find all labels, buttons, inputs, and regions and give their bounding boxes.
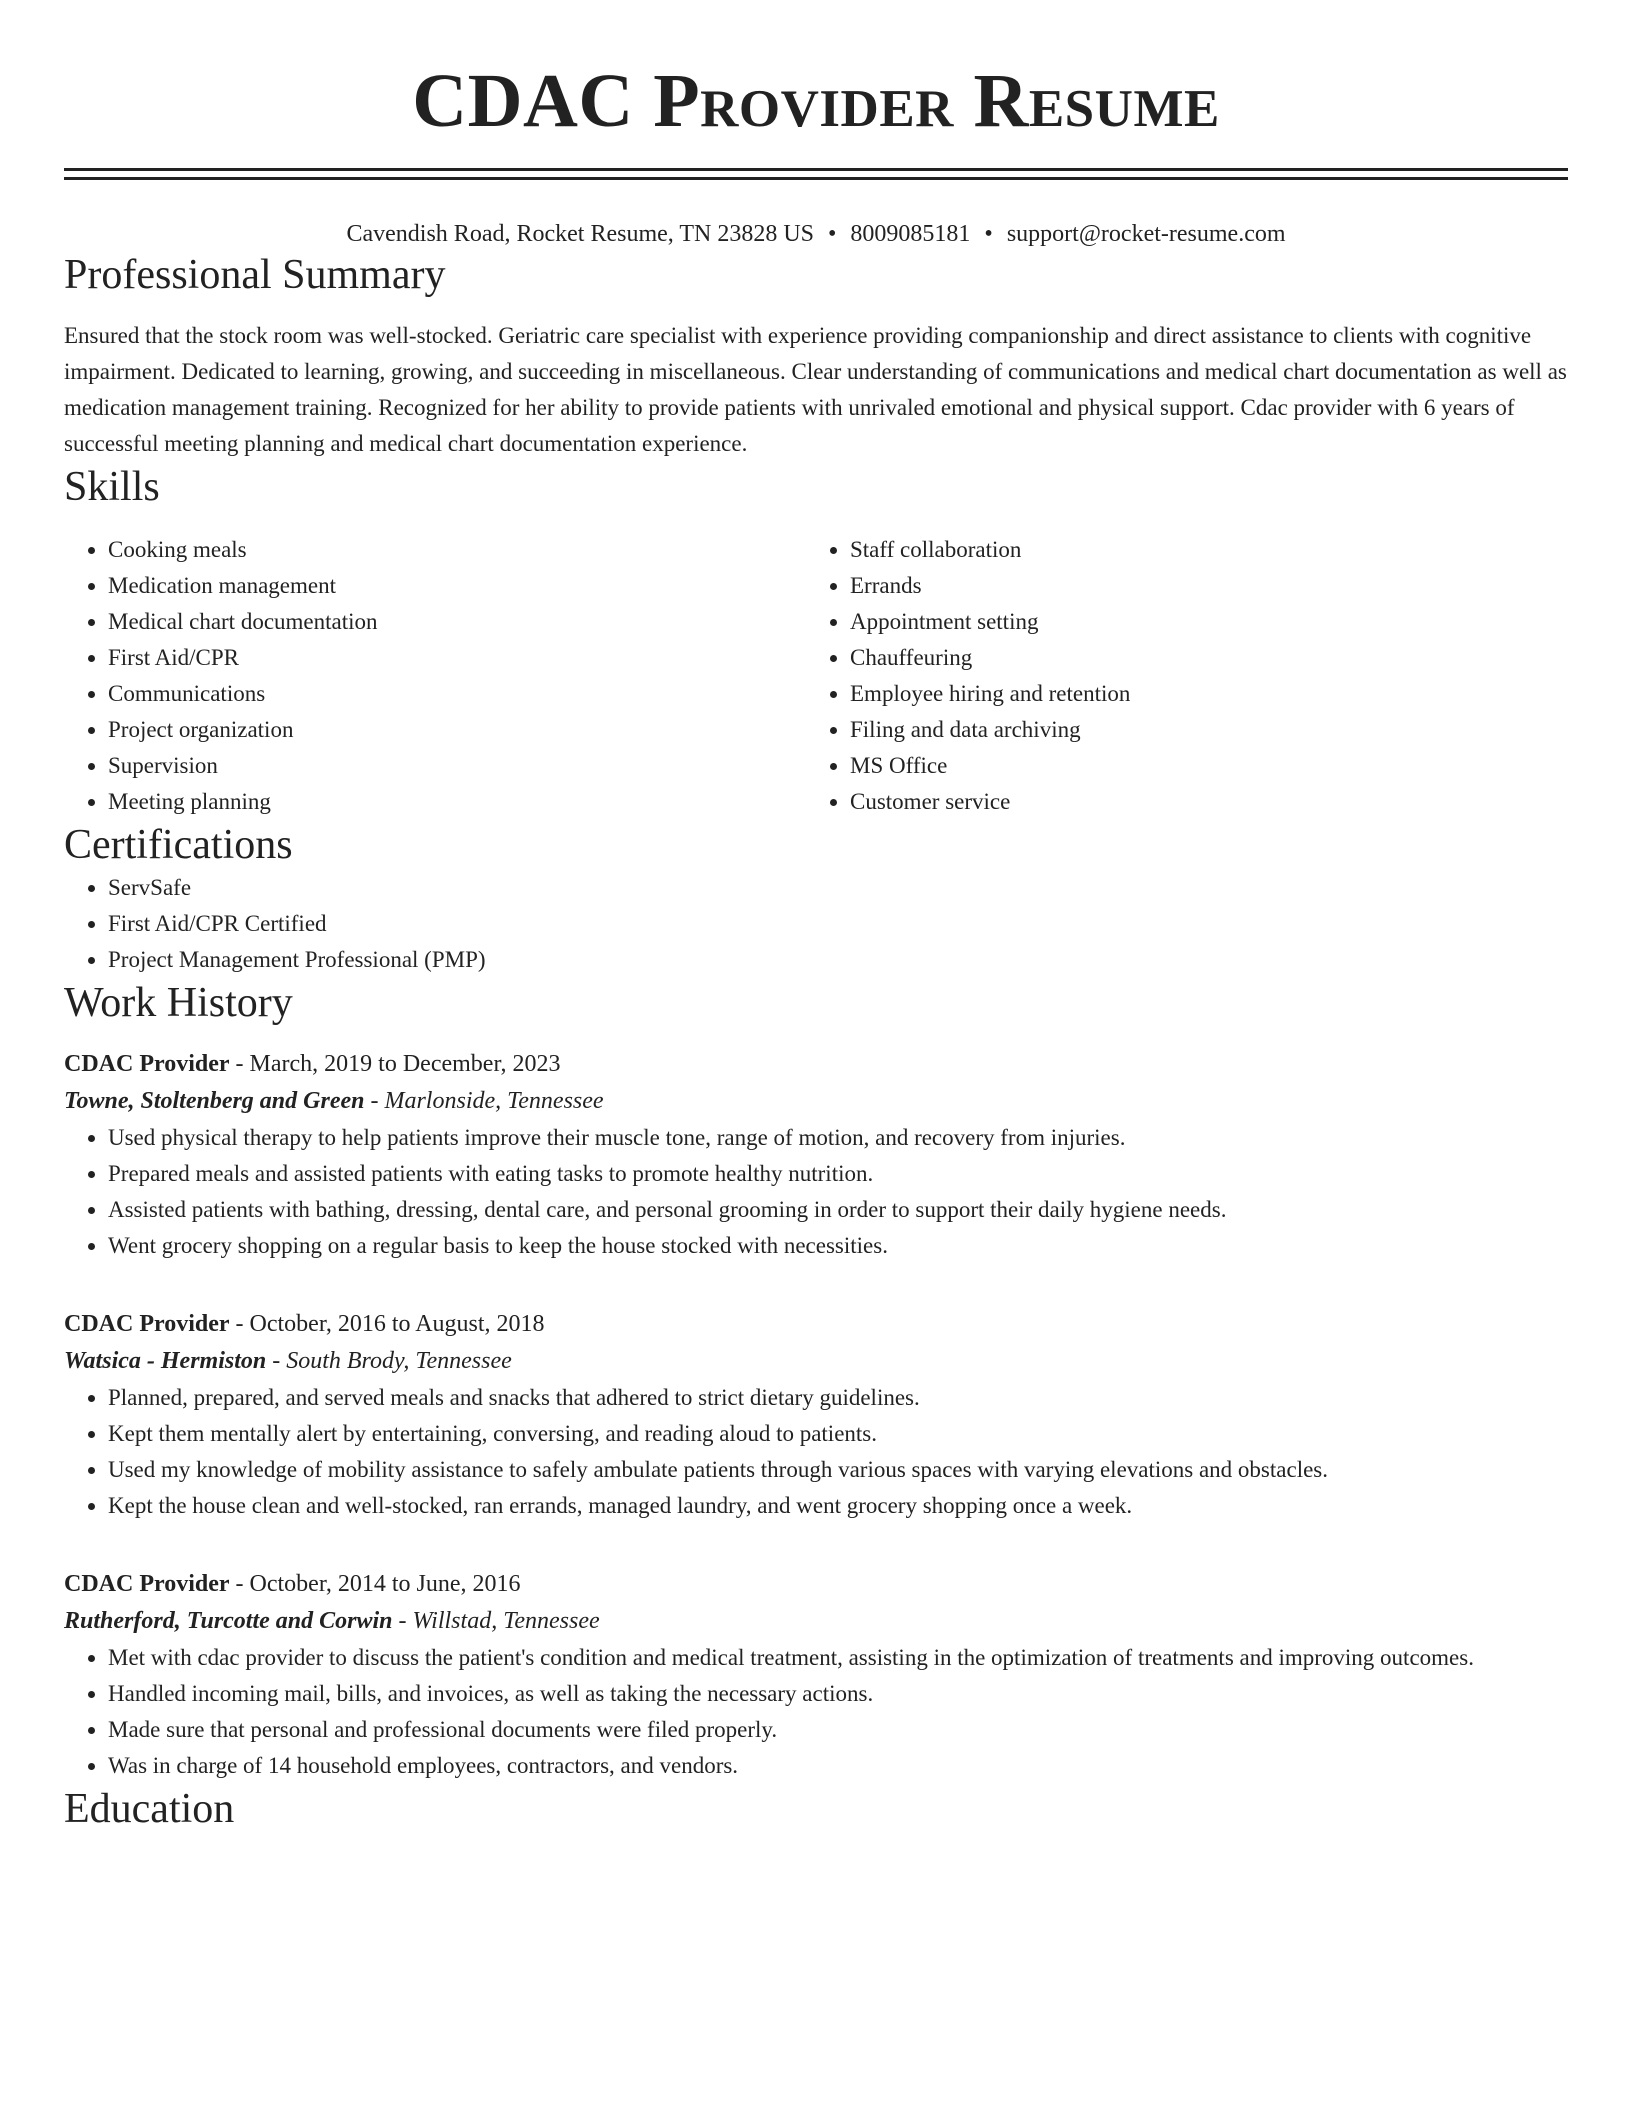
skills-column-left	[64, 532, 806, 820]
job-title-line	[64, 1566, 1568, 1602]
job-duty: • Met with cdac provider to discuss the patient's condition and medical treatment, assisting in the optimization of treatments and improving outcomes.	[108, 1640, 1568, 1676]
skills-section	[64, 462, 1568, 820]
skill-item: • Medication management	[108, 568, 806, 604]
job-entry	[64, 1306, 1568, 1524]
section-heading-education: Education	[64, 1786, 235, 1832]
contact-line	[64, 218, 1568, 250]
certifications-list	[64, 870, 1568, 978]
job-location: - South Brody, Tennessee	[266, 1348, 512, 1374]
contact-address: Cavendish Road, Rocket Resume, TN 23828 US	[346, 221, 815, 247]
job-duty: • Used my knowledge of mobility assistance to safely ambulate patients through various spaces with varying elevations and obstacles.	[108, 1452, 1568, 1488]
skill-item: • Staff collaboration	[850, 532, 1548, 568]
contact-separator: •	[984, 221, 993, 247]
job-duty: • Was in charge of 14 household employees, contractors, and vendors.	[108, 1748, 1568, 1784]
skill-item: • Errands	[850, 568, 1548, 604]
skill-item: • Chauffeuring	[850, 640, 1548, 676]
job-duty: • Prepared meals and assisted patients with eating tasks to promote healthy nutrition.	[108, 1156, 1568, 1192]
contact-separator: •	[828, 221, 837, 247]
job-location: - Marlonside, Tennessee	[364, 1088, 604, 1114]
section-heading-certifications: Certifications	[64, 822, 293, 868]
job-duty: • Planned, prepared, and served meals and snacks that adhered to strict dietary guidelines.	[108, 1380, 1568, 1416]
job-duty: • Went grocery shopping on a regular basis to keep the house stocked with necessities.	[108, 1228, 1568, 1264]
job-company-line	[64, 1342, 1568, 1380]
skill-item: • Meeting planning	[108, 784, 806, 820]
job-entry	[64, 1566, 1568, 1784]
certifications-section	[64, 820, 1568, 978]
skill-item: • First Aid/CPR	[108, 640, 806, 676]
skills-grid	[64, 532, 1568, 820]
professional-summary-section	[64, 250, 1568, 462]
job-dates: - October, 2014 to June, 2016	[229, 1571, 521, 1597]
section-heading-summary: Professional Summary	[64, 252, 446, 298]
summary-text: Ensured that the stock room was well-stocked. Geriatric care specialist with experience providing companionship and direct assistance to clients with cognitive impairment. Dedicated to learning, growing, and succeeding in miscellaneous. Clear understanding of communications and medical chart documentation as well as medication management training. Recognized for her ability to provide patients with unrivaled emotional and physical support. Cdac provider with 6 years of successful meeting planning and medical chart documentation experience.	[64, 323, 1567, 456]
skill-item: • Medical chart documentation	[108, 604, 806, 640]
job-title-line	[64, 1306, 1568, 1342]
job-duties-list	[64, 1120, 1568, 1264]
job-duty: • Made sure that personal and professional documents were filed properly.	[108, 1712, 1568, 1748]
job-duties-list	[64, 1380, 1568, 1524]
job-title: CDAC Provider	[64, 1571, 230, 1597]
job-entry	[64, 1046, 1568, 1264]
skill-item: • Appointment setting	[850, 604, 1548, 640]
section-heading-work-history: Work History	[64, 980, 293, 1026]
skills-list-left	[64, 532, 806, 820]
skill-item: • Project organization	[108, 712, 806, 748]
certification-item: • Project Management Professional (PMP)	[108, 942, 1568, 978]
job-duties-list	[64, 1640, 1568, 1784]
education-section	[64, 1784, 1568, 1834]
job-title: CDAC Provider	[64, 1051, 230, 1077]
resume-title: CDAC Provider Resume	[412, 59, 1220, 143]
job-dates: - March, 2019 to December, 2023	[229, 1051, 561, 1077]
skill-item: • Filing and data archiving	[850, 712, 1548, 748]
skill-item: • MS Office	[850, 748, 1548, 784]
job-company: Towne, Stoltenberg and Green	[64, 1088, 365, 1114]
title-divider	[64, 168, 1568, 180]
job-company-line	[64, 1602, 1568, 1640]
job-company: Rutherford, Turcotte and Corwin	[64, 1608, 393, 1634]
job-duty: • Handled incoming mail, bills, and invoices, as well as taking the necessary actions.	[108, 1676, 1568, 1712]
job-title-line	[64, 1046, 1568, 1082]
contact-phone: 8009085181	[850, 221, 971, 247]
job-duty: • Assisted patients with bathing, dressing, dental care, and personal grooming in order to support their daily hygiene needs.	[108, 1192, 1568, 1228]
skill-item: • Customer service	[850, 784, 1548, 820]
job-duty: • Kept the house clean and well-stocked, ran errands, managed laundry, and went grocery shopping once a week.	[108, 1488, 1568, 1524]
skill-item: • Supervision	[108, 748, 806, 784]
skill-item: • Employee hiring and retention	[850, 676, 1548, 712]
job-duty: • Kept them mentally alert by entertaining, conversing, and reading aloud to patients.	[108, 1416, 1568, 1452]
work-history-section	[64, 978, 1568, 1784]
certification-item: • First Aid/CPR Certified	[108, 906, 1568, 942]
job-duty: • Used physical therapy to help patients improve their muscle tone, range of motion, and recovery from injuries.	[108, 1120, 1568, 1156]
job-company: Watsica - Hermiston	[64, 1348, 267, 1374]
job-dates: - October, 2016 to August, 2018	[229, 1311, 545, 1337]
skills-column-right	[806, 532, 1548, 820]
job-location: - Willstad, Tennessee	[392, 1608, 600, 1634]
job-title: CDAC Provider	[64, 1311, 230, 1337]
skill-item: • Cooking meals	[108, 532, 806, 568]
certification-item: • ServSafe	[108, 870, 1568, 906]
skill-item: • Communications	[108, 676, 806, 712]
job-company-line	[64, 1082, 1568, 1120]
skills-list-right	[806, 532, 1548, 820]
contact-email: support@rocket-resume.com	[1006, 221, 1286, 247]
section-heading-skills: Skills	[64, 464, 160, 510]
